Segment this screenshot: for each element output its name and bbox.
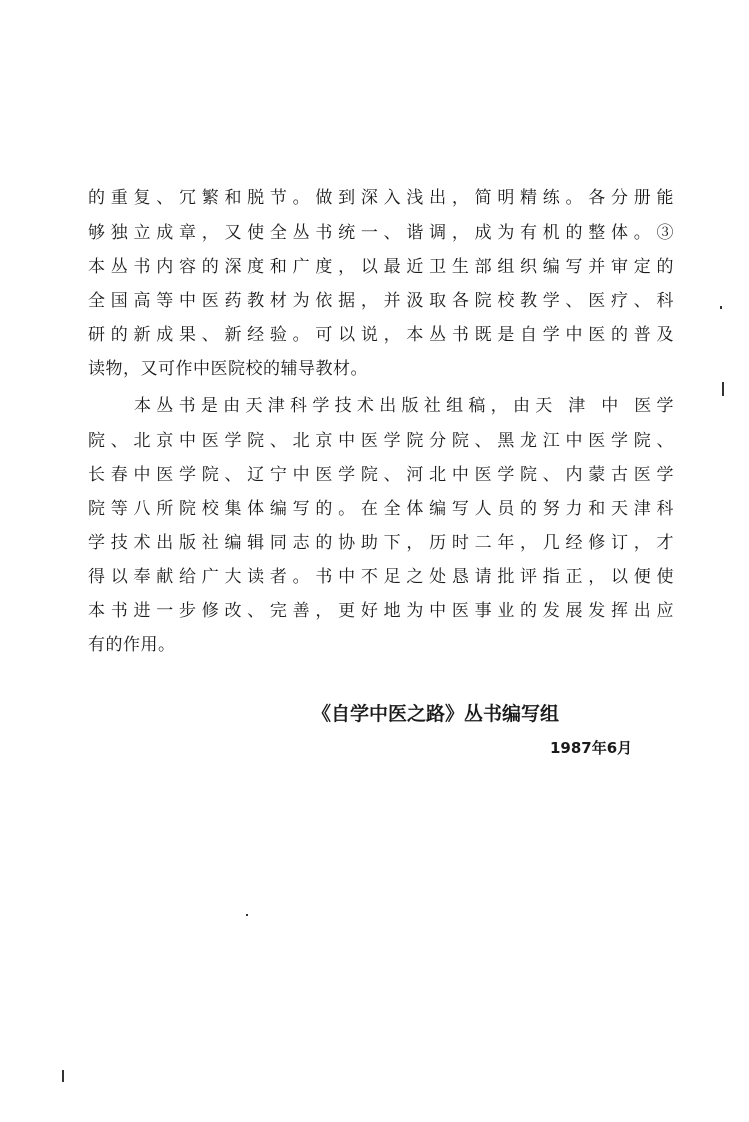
text-line: 院等八所院校集体编写的。在全体编写人员的努力和天津科 xyxy=(88,499,674,519)
text-line: 本丛书内容的深度和广度，以最近卫生部组织编写并审定的 xyxy=(88,257,674,277)
text-line: 全国高等中医药教材为依据，并汲取各院校教学、医疗、科 xyxy=(88,291,674,311)
text-line: 得以奉献给广大读者。书中不足之处恳请批评指正，以便使 xyxy=(88,567,674,587)
text-line: 学技术出版社编辑同志的协助下，历时二年，几经修订，才 xyxy=(88,533,674,553)
text-line: 够独立成章，又使全丛书统一、谐调，成为有机的整体。③ xyxy=(88,223,674,243)
scan-speck xyxy=(720,306,722,309)
signature-date: 1987年6月 xyxy=(550,739,633,757)
text-line: 研的新成果、新经验。可以说，本丛书既是自学中医的普及 xyxy=(88,325,674,345)
scan-speck xyxy=(246,914,248,916)
scan-speck xyxy=(722,382,724,396)
scan-speck xyxy=(62,1070,64,1082)
text-line: 院、北京中医学院、北京中医学院分院、黑龙江中医学院、 xyxy=(88,431,674,451)
text-line: 本丛书是由天津科学技术出版社组稿，由天 津 中 医学 xyxy=(134,396,674,416)
text-line: 本书进一步修改、完善，更好地为中医事业的发展发挥出应 xyxy=(88,601,674,621)
text-line: 读物，又可作中医院校的辅导教材。 xyxy=(88,359,368,379)
text-line: 长春中医学院、辽宁中医学院、河北中医学院、内蒙古医学 xyxy=(88,465,674,485)
signature-author: 《自学中医之路》丛书编写组 xyxy=(312,703,560,725)
text-line: 有的作用。 xyxy=(88,635,176,655)
text-line: 的重复、冗繁和脱节。做到深入浅出，简明精练。各分册能 xyxy=(88,188,674,208)
